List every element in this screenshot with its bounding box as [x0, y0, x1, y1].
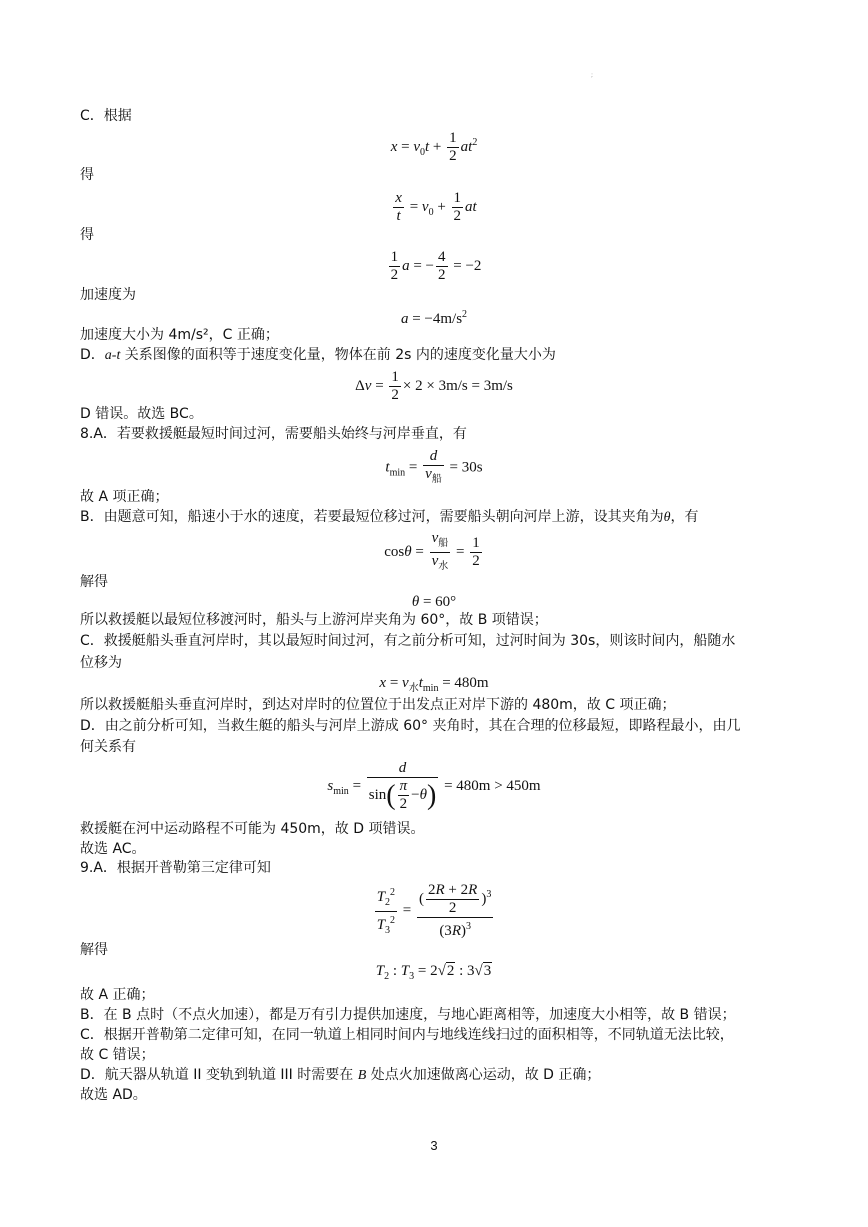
fraction: $\frac{v_船}{v_水}$	[431, 530, 449, 572]
text-line: B．在 B 点时（不点火加速），都是万有引力提供加速度，与地心距离相等，加速度大小相等，故 B 错误；	[80, 1007, 736, 1023]
text-line: 救援艇在河中运动路程不可能为 450m，故 D 项错误。	[80, 821, 425, 837]
text-line: 故 C 错误；	[80, 1047, 155, 1063]
formula-acceleration: $a = -4m/s^2$	[400, 309, 468, 327]
formula-half-a: $\frac{1}{2}$ a = − $\frac{4}{2}$ = −2	[390, 249, 482, 283]
text-line: 8.A．若要救援艇最短时间过河，需要船头始终与河岸垂直，有	[80, 426, 467, 442]
formula-average-velocity: $\frac{x}{t}$ = $v_0$ + $\frac{1}{2}$ at	[395, 190, 477, 224]
corner-mark: ;	[591, 72, 594, 79]
formula-theta: θ = 60°	[411, 594, 457, 610]
text-line: 故 A 正确；	[80, 987, 155, 1003]
text-line: 故选 AC。	[80, 841, 146, 857]
fraction: $\frac{1}{2}$	[472, 535, 480, 569]
text-line: C．救援艇船头垂直河岸时，其以最短时间过河，有之前分析可知，过河时间为 30s，则该时间内，船随水	[80, 633, 736, 649]
text-line: 故选 AD。	[80, 1087, 147, 1103]
formula-cos-theta: cosθ = $\frac{v_船}{v_水}$ = $\frac{1}{2}$	[0, 530, 868, 575]
text-line: 加速度为	[80, 287, 136, 303]
text-line: 何关系有	[80, 739, 136, 755]
text-line: D．航天器从轨道 II 变轨到轨道 III 时需要在 B 处点火加速做离心运动，故 D 正确；	[80, 1067, 601, 1083]
text-line: D 错误。故选 BC。	[80, 406, 203, 422]
text-line: 9.A．根据开普勒第三定律可知	[80, 860, 271, 876]
text-line: 所以救援艇船头垂直河岸时，到达对岸时的位置位于出发点正对岸下游的 480m，故 C 项正确；	[80, 697, 676, 713]
formula-x-drift: $x = v_水t_{min} = 480m$	[379, 675, 489, 694]
text-line: D．a-t 关系图像的面积等于速度变化量，物体在前 2s 内的速度变化量大小为	[80, 347, 556, 363]
text-line: 位移为	[80, 655, 122, 671]
fraction: $\frac{1}{2}$	[453, 190, 462, 224]
formula-tmin: $t_{min}$ = $\frac{d}{v_船}$ = 30s	[0, 448, 868, 488]
formula-period-ratio: $T_2$ : $T_3 = 2√2$ : 3√3	[375, 963, 492, 982]
text-line: 解得	[80, 574, 108, 590]
fraction: $\frac{1}{2}$	[390, 249, 399, 283]
fraction: $\frac{T_2^2}{T_3^2}$	[375, 884, 397, 939]
formula-smin: $s_{min}$ = d sin( $\frac{\pi}{2}$ −θ) = 480m > 450m	[327, 760, 541, 812]
fraction: $\frac{x}{t}$	[395, 190, 402, 224]
page-number: 3	[430, 1138, 438, 1153]
formula-delta-v: Δv = $\frac{1}{2}$ × 2 × 3m/s = 3m/s	[355, 369, 513, 403]
text-line: 故 A 项正确；	[80, 489, 169, 505]
fraction: $\frac{1}{2}$	[449, 130, 457, 164]
text-line: 解得	[80, 942, 108, 958]
fraction: $\frac{1}{2}$	[391, 369, 399, 403]
text-line: 得	[80, 167, 94, 183]
fraction: $\frac{d}{v_船}$	[425, 448, 442, 485]
formula-displacement: $x = v_0t$ + $\frac{1}{2}$ $at^2$	[390, 130, 478, 164]
fraction: $\frac{4}{2}$	[438, 249, 446, 283]
text-line: C．根据开普勒第二定律可知，在同一轨道上相同时间内与地线连线扫过的面积相等，不同轨道无法比较，	[80, 1027, 734, 1043]
text-line: D．由之前分析可知，当救生艇的船头与河岸上游成 60° 夹角时，其在合理的位移最短，即路程最小，由几	[80, 718, 741, 734]
fraction: d sin( $\frac{\pi}{2}$ −θ)	[368, 760, 437, 812]
text-line: 得	[80, 227, 94, 243]
fraction: ( $\frac{2R + 2R}{2}$ )$^3$ $(3R)^3$	[419, 882, 492, 939]
text-line: 所以救援艇以最短位移渡河时，船头与上游河岸夹角为 60°，故 B 项错误；	[80, 612, 548, 628]
formula-kepler-third: $\frac{T_2^2}{T_3^2}$ = ( $\frac{2R + 2R}{2}$ )$^3$ $(3R)^3$	[376, 882, 492, 939]
text-line: C．根据	[80, 108, 132, 124]
text-line: B．由题意可知，船速小于水的速度，若要最短位移过河，需要船头朝向河岸上游，设其夹角为θ，有	[80, 509, 699, 525]
text-line: 加速度大小为 4m/s²，C 正确；	[80, 327, 279, 343]
